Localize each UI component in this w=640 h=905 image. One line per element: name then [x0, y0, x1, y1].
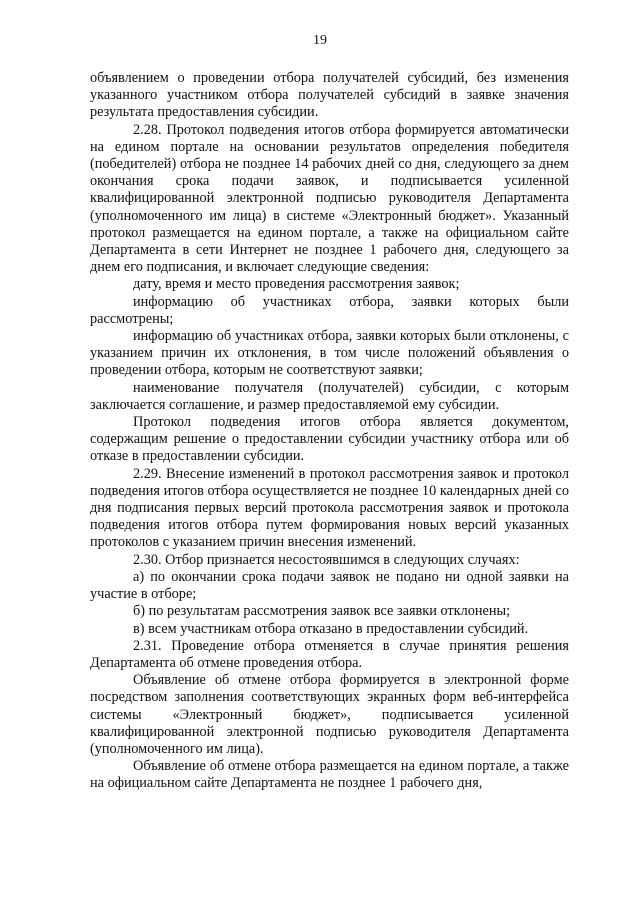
paragraph-list-item: информацию об участниках отбора, заявки которых были рассмотрены;: [90, 293, 569, 327]
paragraph-clause-2-30: 2.30. Отбор признается несостоявшимся в следующих случаях:: [133, 551, 520, 568]
paragraph-clause-2-31: 2.31. Проведение отбора отменяется в случае принятия решения Департамента об отмене проведения отбора.: [90, 637, 569, 671]
paragraph-continuation: объявлением о проведении отбора получателей субсидий, без изменения указанного участником отбора получателей субсидий в заявке значения результата предоставления субсидии.: [90, 70, 569, 121]
paragraph-list-item: а) по окончании срока подачи заявок не подано ни одной заявки на участие в отборе;: [90, 568, 569, 603]
paragraph-list-item: в) всем участникам отбора отказано в предоставлении субсидий.: [133, 620, 529, 637]
paragraph-list-item: наименование получателя (получателей) субсидии, с которым заключается соглашение, и размер предоставляемой ему субсидии.: [90, 379, 569, 413]
paragraph-list-item: информацию об участниках отбора, заявки которых были отклонены, с указанием причин их отклонения, в том числе положений объявления о проведении отбора, которым не соответствуют заявки;: [90, 328, 569, 379]
paragraph-protocol-definition: Протокол подведения итогов отбора является документом, содержащим решение о предоставлении субсидии участнику отбора или об отказе в предоставлении субсидии.: [90, 414, 569, 465]
document-body: [90, 70, 569, 793]
paragraph-clause-2-29: 2.29. Внесение изменений в протокол рассмотрения заявок и протокол подведения итогов отбора осуществляется не позднее 10 календарных дней со дня подписания первых версий протокола рассмотрения заявок и протокола подведения итогов отбора путем формирования новых версий указанных протоколов с указанием причин внесения изменений.: [90, 465, 569, 551]
paragraph-list-item: дату, время и место проведения рассмотрения заявок;: [133, 276, 460, 293]
paragraph-clause-2-28: 2.28. Протокол подведения итогов отбора формируется автоматически на едином портале на основании результатов определения победителя (победителей) отбора не позднее 14 рабочих дней со дня, следующего за днем окончания срока подачи заявок, и подписывается усиленной квалифицированной электронной подписью руководителя Департамента (уполномоченного им лица) в системе «Электронный бюджет». Указанный протокол размещается на едином портале, а также на официальном сайте Департамента в сети Интернет не позднее 1 рабочего дня, следующего за днем его подписания, и включает следующие сведения:: [90, 121, 569, 276]
paragraph-list-item: б) по результатам рассмотрения заявок все заявки отклонены;: [133, 603, 511, 620]
page-number: 19: [313, 33, 327, 48]
paragraph-cancellation-publication: Объявление об отмене отбора размещается на едином портале, а также на официальном сайте Департамента не позднее 1 рабочего дня,: [90, 758, 569, 792]
paragraph-cancellation-form: Объявление об отмене отбора формируется в электронной форме посредством заполнения соответствующих экранных форм веб-интерфейса системы «Электронный бюджет», подписывается усиленной квалифицированной электронной подписью руководителя Департамента (уполномоченного им лица).: [90, 672, 569, 757]
